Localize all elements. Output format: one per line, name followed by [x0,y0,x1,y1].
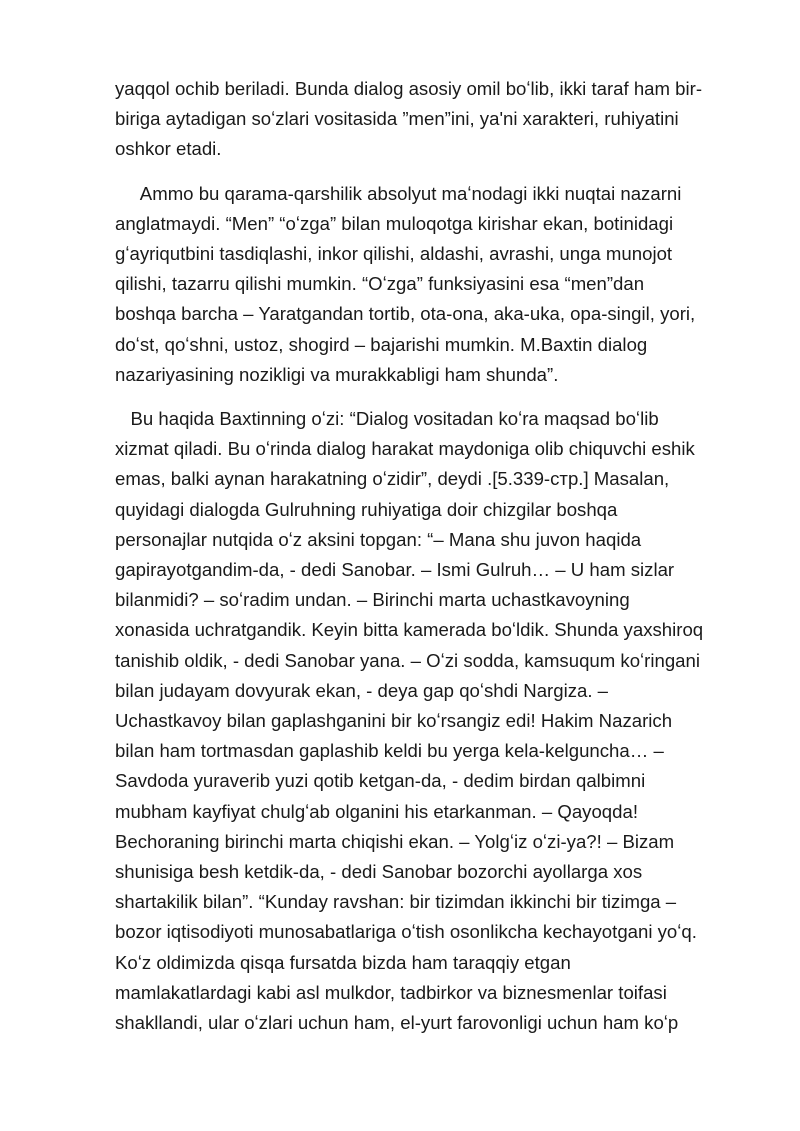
text-line: nazariyasining nozikligi va murakkabligi ham shunda”. [115,363,559,385]
text-line: Ammo bu qarama-qarshilik absolyut maʻnodagi ikki nuqtai nazarni [115,182,682,204]
text-line: Koʻz oldimizda qisqa fursatda bizda ham taraqqiy etgan [115,951,571,973]
text-line: qilishi, tazarru qilishi mumkin. “Oʻzga” funksiyasini esa “men”dan [115,273,645,295]
text-line: mubham kayfiyat chulgʻab olganini his etarkanman. – Qayoqda! [115,800,638,822]
text-line: shakllandi, ular oʻzlari uchun ham, el-yurt farovonligi uchun ham koʻp [115,1012,679,1034]
text-line: Uchastkavoy bilan gaplashganini bir koʻrsangiz edi! Hakim Nazarich [115,710,673,732]
text-line: mamlakatlardagi kabi asl mulkdor, tadbirkor va biznesmenlar toifasi [115,981,667,1003]
text-line: boshqa barcha – Yaratgandan tortib, ota-ona, aka-uka, opa-singil, yori, [115,303,696,325]
text-line: bozor iqtisodiyoti munosabatlariga oʻtish osonlikcha kechayotgani yoʻq. [115,921,697,943]
text-line: yaqqol ochib beriladi. Bunda dialog asosiy omil boʻlib, ikki taraf ham bir- [115,78,703,99]
text-line: doʻst, qoʻshni, ustoz, shogird – bajarishi mumkin. M.Baxtin dialog [115,333,648,355]
text-line: emas, balki aynan harakatning oʻzidir”, deydi .[5.339-стр.] Masalan, [115,468,670,490]
document-page [115,74,745,1038]
text-line: personajlar nutqida oʻz aksini topgan: “– Mana shu juvon haqida [115,528,642,550]
text-line: biriga aytadigan soʻzlari vositasida ”men”ini, ya'ni xarakteri, ruhiyatini [115,108,679,130]
text-line: bilan ham tortmasdan gaplashib keldi bu yerga kela-kelguncha… – [115,740,664,762]
text-line: Bu haqida Baxtinning oʻzi: “Dialog vositadan koʻra maqsad boʻlib [115,408,659,430]
text-line: anglatmaydi. “Men” “oʻzga” bilan muloqotga kirishar ekan, botinidagi [115,212,674,234]
text-line: quyidagi dialogda Gulruhning ruhiyatiga doir chizgilar boshqa [115,498,618,520]
text-line: shartakilik bilan”. “Kunday ravshan: bir tizimdan ikkinchi bir tizimga – [115,891,677,913]
text-line: xizmat qiladi. Bu oʻrinda dialog harakat maydoniga olib chiquvchi eshik [115,438,695,460]
text-line: Bechoraning birinchi marta chiqishi ekan. – Yolgʻiz oʻzi-ya?! – Bizam [115,830,675,852]
text-line: gapirayotgandim-da, - dedi Sanobar. – Ismi Gulruh… – U ham sizlar [115,559,675,581]
text-line: shunisiga besh ketdik-da, - dedi Sanobar bozorchi ayollarga xos [115,861,643,883]
text-line: oshkor etadi. [115,138,222,160]
text-line: Savdoda yuraverib yuzi qotib ketgan-da, - dedim birdan qalbimni [115,770,646,792]
text-line: xonasida uchratgandik. Keyin bitta kamerada boʻldik. Shunda yaxshiroq [115,619,704,641]
text-line: bilan judayam dovyurak ekan, - deya gap qoʻshdi Nargiza. – [115,679,609,701]
paragraph-baxtin-quote [115,404,745,1038]
text-line: bilanmidi? – soʻradim undan. – Birinchi marta uchastkavoyning [115,589,630,611]
text-line: tanishib oldik, - dedi Sanobar yana. – Oʻzi sodda, kamsuqum koʻringani [115,649,700,671]
text-line: gʻayriqutbini tasdiqlashi, inkor qilishi, aldashi, avrashi, unga munojot [115,243,673,265]
paragraph-opposition [115,179,745,390]
paragraph-dialog-intro [115,74,745,165]
